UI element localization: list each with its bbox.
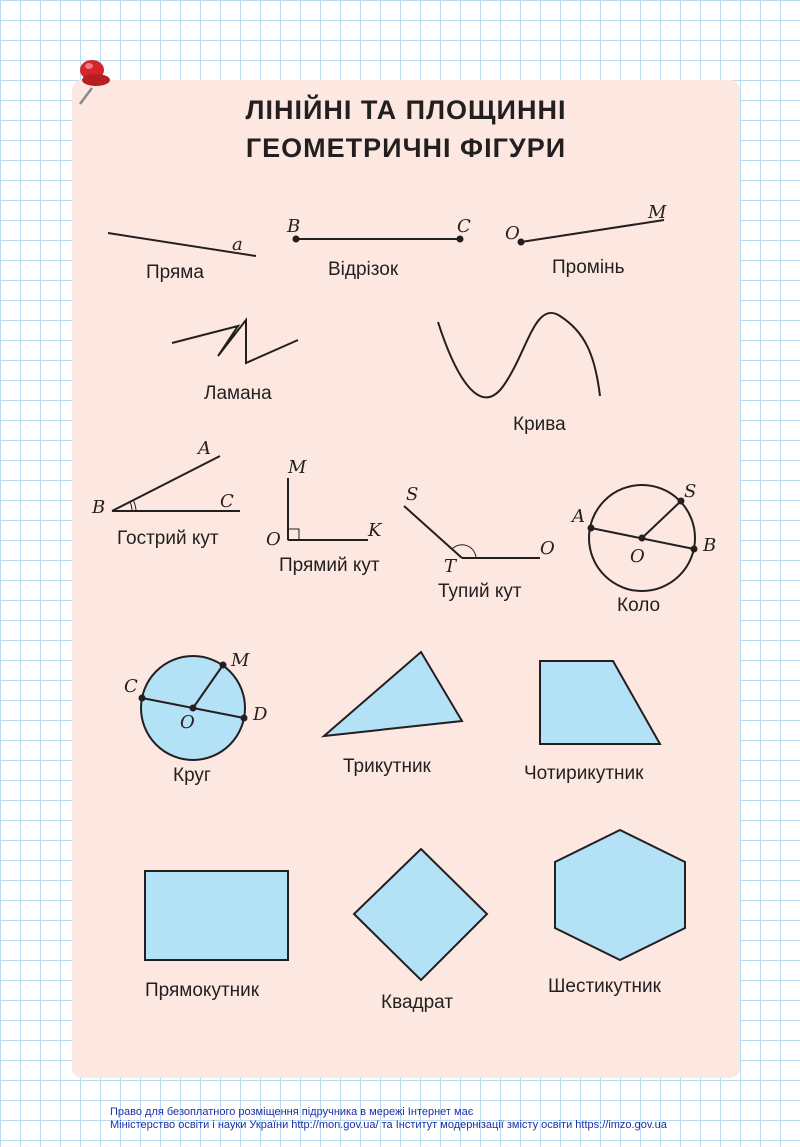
segment-end-label: C [457,216,471,237]
ray-start-label: O [505,223,520,244]
segment-start-label: B [287,216,301,237]
disk-point-m-label: M [231,650,250,671]
acute-angle-label: Гострий кут [117,528,219,549]
right-angle-figure [266,457,383,576]
ray-label: Промінь [552,257,625,278]
right-point-m-label: M [288,457,307,478]
footer-rights-line: Право для безоплатного розміщення підручника в мережі Інтернет має [110,1106,474,1118]
right-angle-label: Прямий кут [279,555,380,576]
footer-ministry-line: Міністерство освіти і науки України http://mon.gov.ua/ та Інститут модернізації змісту освіти https://imzo.gov.ua [110,1119,667,1131]
rectangle-figure [145,871,288,1001]
triangle-figure [324,652,462,777]
disk-point-d-label: D [253,704,268,725]
rectangle-label: Прямокутник [145,980,260,1001]
segment-label: Відрізок [328,259,399,280]
curve-figure [438,313,600,435]
acute-vertex-label: B [92,497,106,518]
quadrilateral-label: Чотирикутник [524,763,644,784]
hexagon-label: Шестикутник [548,976,661,997]
circle-point-b-label: B [703,535,717,556]
square-label: Квадрат [381,992,454,1013]
obtuse-point-o-label: O [540,538,555,559]
line-label: Пряма [146,262,204,283]
line-figure [108,233,256,283]
ray-through-label: M [648,202,667,223]
acute-angle-figure [91,438,240,549]
curve-label: Крива [513,414,566,435]
obtuse-vertex-label: T [444,556,457,577]
circle-label: Коло [617,595,661,616]
right-vertex-label: O [266,529,281,550]
triangle-label: Трикутник [343,756,431,777]
obtuse-angle-label: Тупий кут [438,581,522,602]
right-point-k-label: K [368,520,382,541]
square-figure [354,849,487,1013]
line-point-label: a [232,234,243,255]
polyline-label: Ламана [204,383,272,404]
circle-center-label: O [630,546,645,567]
ray-figure [505,202,667,278]
hexagon-figure [548,830,685,997]
circle-figure [570,481,716,616]
page-title-line2: ГЕОМЕТРИЧНІ ФІГУРИ [245,133,567,163]
circle-point-a-label: A [572,506,585,527]
acute-point-a-label: A [198,438,211,459]
page-title-line1: ЛІНІЙНІ ТА ПЛОЩИННІ [245,95,567,125]
disk-center-label: O [180,712,195,733]
disk-point-c-label: C [124,676,138,697]
circle-point-s-label: S [684,481,697,502]
segment-figure [286,216,471,280]
disk-label: Круг [173,765,211,786]
disk-figure [124,650,268,786]
quadrilateral-figure [524,661,660,784]
polyline-figure [172,320,298,404]
obtuse-point-s-label: S [406,484,419,505]
obtuse-angle-figure [404,484,555,602]
acute-point-c-label: C [220,491,234,512]
